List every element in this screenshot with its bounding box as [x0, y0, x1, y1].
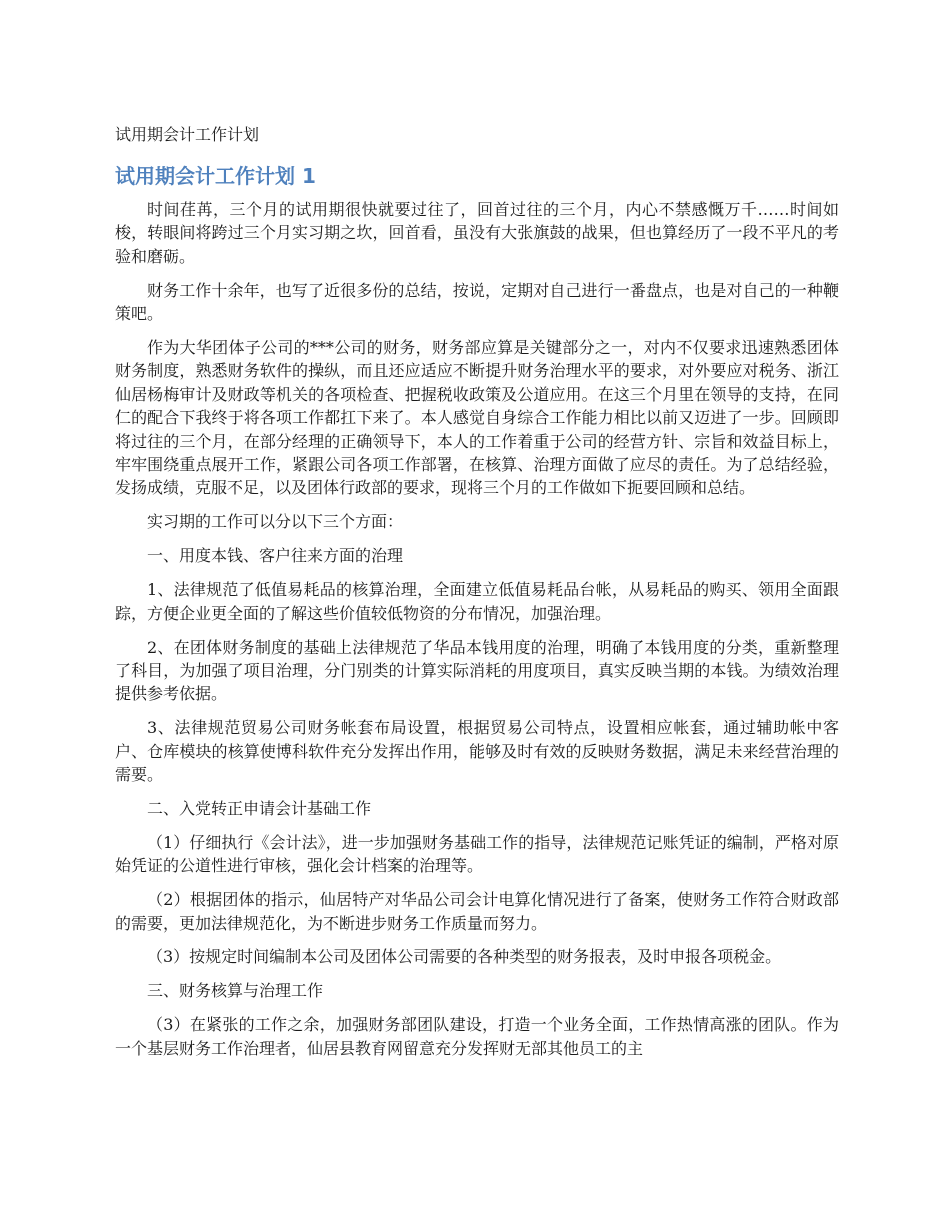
paragraph: 实习期的工作可以分以下三个方面： — [147, 512, 404, 532]
paragraph: 2、在团体财务制度的基础上法律规范了华品本钱用度的治理，明确了本钱用度的分类，重新整理了科目，为加强了项目治理，分门别类的计算实际消耗的用度项目，真实反映当期的本钱。为绩效治理提供参考依据。 — [115, 637, 839, 704]
document-title: 试用期会计工作计划 — [115, 125, 260, 144]
paragraph: 作为大华团体子公司的***公司的财务，财务部应算是关键部分之一，对内不仅要求迅速熟悉团体财务制度，熟悉财务软件的操纵，而且还应适应不断提升财务治理水平的要求，对外要应对税务、浙江仙居杨梅审计及财政等机关的各项检查、把握税收政策及公道应用。在这三个月里在领导的支持，在同仁的配合下我终于将各项工作都扛下来了。本人感觉自身综合工作能力相比以前又迈进了一步。回顾即将过往的三个月，在部分经理的正确领导下，本人的工作着重于公司的经营方针、宗旨和效益目标上，牢牢围绕重点展开工作，紧跟公司各项工作部署，在核算、治理方面做了应尽的责任。为了总结经验，发扬成绩，克服不足，以及团体行政部的要求，现将三个月的工作做如下扼要回顾和总结。 — [115, 338, 839, 498]
subheading-2: 二、入党转正申请会计基础工作 — [147, 798, 372, 818]
paragraph: 3、法律规范贸易公司财务帐套布局设置，根据贸易公司特点，设置相应帐套，通过辅助帐中客户、仓库模块的核算使博科软件充分发挥出作用，能够及时有效的反映财务数据，满足未来经营治理的需要。 — [115, 718, 839, 785]
paragraph: 1、法律规范了低值易耗品的核算治理，全面建立低值易耗品台帐，从易耗品的购买、领用全面跟踪，方便企业更全面的了解这些价值较低物资的分布情况，加强治理。 — [115, 580, 839, 623]
document-page — [115, 122, 839, 1071]
paragraph: （3）在紧张的工作之余，加强财务部团队建设，打造一个业务全面，工作热情高涨的团队。作为一个基层财务工作治理者，仙居县教育网留意充分发挥财无部其他员工的主 — [115, 1015, 839, 1058]
paragraph: 时间荏苒，三个月的试用期很快就要过往了，回首过往的三个月，内心不禁感慨万千……时间如梭，转眼间将跨过三个月实习期之坎，回首看，虽没有大张旗鼓的战果，但也算经历了一段不平凡的考验和磨砺。 — [115, 200, 839, 266]
paragraph: （1）仔细执行《会计法》，进一步加强财务基础工作的指导，法律规范记账凭证的编制，严格对原始凭证的公道性进行审核，强化会计档案的治理等。 — [115, 832, 839, 876]
section-heading: 试用期会计工作计划 1 — [115, 164, 316, 188]
subheading-3: 三、财务核算与治理工作 — [147, 981, 324, 1001]
paragraph: （2）根据团体的指示，仙居特产对华品公司会计电算化情况进行了备案，使财务工作符合财政部的需要，更加法律规范化，为不断进步财务工作质量而努力。 — [115, 890, 839, 933]
subheading-1: 一、用度本钱、客户往来方面的治理 — [147, 546, 404, 566]
paragraph: （3）按规定时间编制本公司及团体公司需要的各种类型的财务报表，及时申报各项税金。 — [147, 947, 782, 967]
paragraph: 财务工作十余年，也写了近很多份的总结，按说，定期对自己进行一番盘点，也是对自己的一种鞭策吧。 — [115, 280, 839, 324]
